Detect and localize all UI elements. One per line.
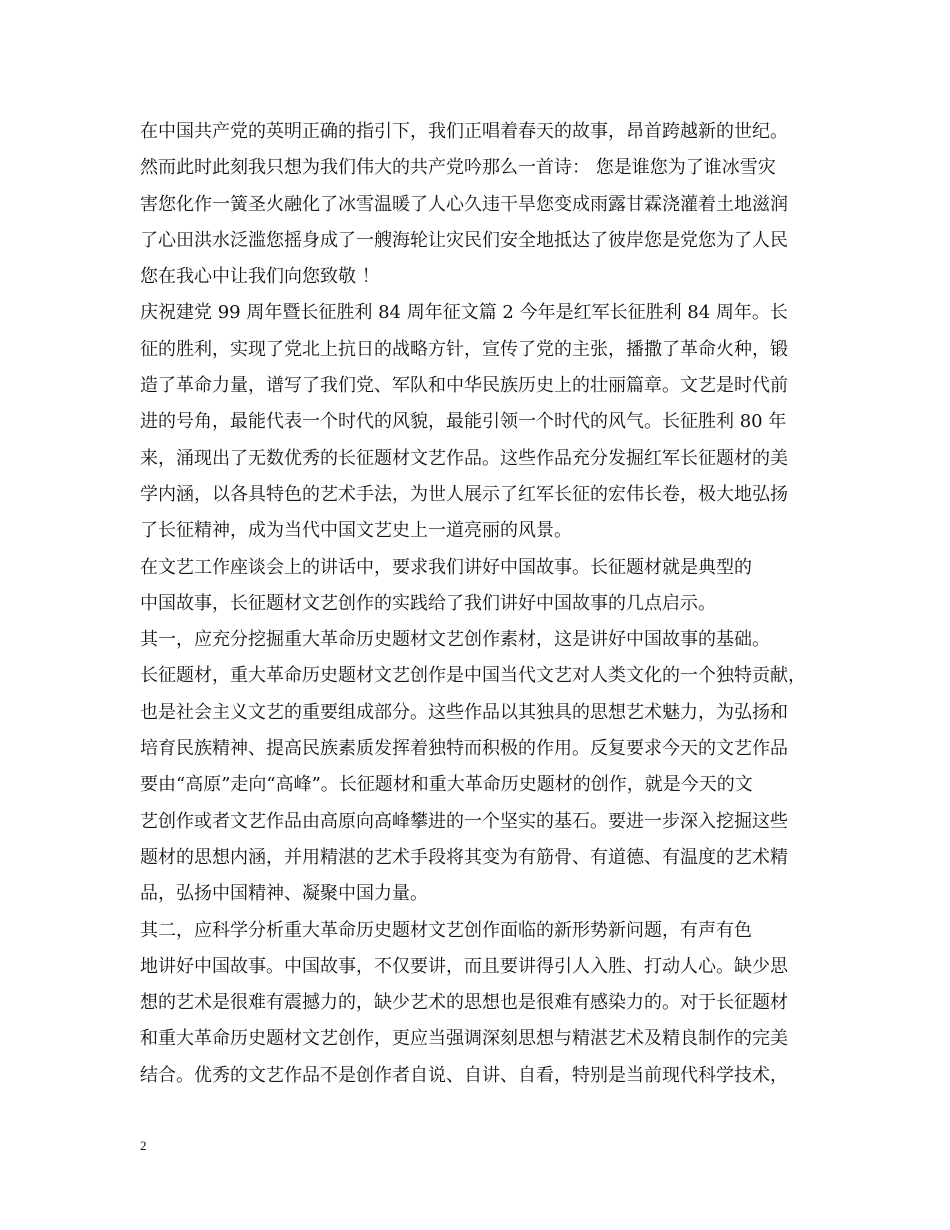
text-line: 学内涵，以各具特色的艺术手法，为世人展示了红军长征的宏伟长卷，极大地弘扬 [140,483,788,505]
page-number: 2 [140,1138,147,1153]
text-line: 和重大革命历史题材文艺创作，更应当强调深刻思想与精湛艺术及精良制作的完美 [140,1028,788,1050]
body-text [140,114,830,1094]
text-line: 地讲好中国故事。中国故事，不仅要讲，而且要讲得引人入胜、打动人心。缺少思 [140,955,788,977]
text-line: 了长征精神，成为当代中国文艺史上一道亮丽的风景。 [140,520,572,542]
text-line: 结合。优秀的文艺作品不是创作者自说、自讲、自看，特别是当前现代科学技术， [140,1064,788,1086]
text-line: 来，涌现出了无数优秀的长征题材文艺作品。这些作品充分发掘红军长征题材的美 [140,447,788,469]
text-line: 庆祝建党 99 周年暨长征胜利 84 周年征文篇 2 今年是红军长征胜利 84 周年。长 [140,302,788,324]
text-line: 长征题材，重大革命历史题材文艺创作是中国当代文艺对人类文化的一个独特贡献， [140,665,806,687]
text-line: 其二，应科学分析重大革命历史题材文艺创作面临的新形势新问题，有声有色 [140,919,752,941]
text-line: 也是社会主义文艺的重要组成部分。这些作品以其独具的思想艺术魅力，为弘扬和 [140,701,788,723]
text-line: 想的艺术是很难有震撼力的，缺少艺术的思想也是很难有感染力的。对于长征题材 [140,992,788,1014]
text-line: 要由“高原”走向“高峰”。长征题材和重大革命历史题材的创作，就是今天的文 [140,774,753,796]
text-line: 品，弘扬中国精神、凝聚中国力量。 [140,883,428,905]
text-line: 造了革命力量，谱写了我们党、军队和中华民族历史上的壮丽篇章。文艺是时代前 [140,375,788,397]
text-line: 艺创作或者文艺作品由高原向高峰攀进的一个坚实的基石。要进一步深入挖掘这些 [140,810,788,832]
text-line: 中国故事，长征题材文艺创作的实践给了我们讲好中国故事的几点启示。 [140,592,716,614]
text-line: 了心田洪水泛滥您摇身成了一艘海轮让灾民们安全地抵达了彼岸您是党您为了人民 [140,229,788,251]
text-line: 在中国共产党的英明正确的指引下，我们正唱着春天的故事，昂首跨越新的世纪。 [140,121,788,142]
text-line: 征的胜利，实现了党北上抗日的战略方针，宣传了党的主张，播撒了革命火种，锻 [140,338,788,360]
text-line: 害您化作一簧圣火融化了冰雪温暖了人心久违干旱您变成雨露甘霖浇灌着土地滋润 [140,193,788,215]
text-line: 然而此时此刻我只想为我们伟大的共产党吟那么一首诗： 您是谁您为了谁冰雪灾 [140,157,776,179]
text-line: 在文艺工作座谈会上的讲话中，要求我们讲好中国故事。长征题材就是典型的 [140,556,752,578]
text-line: 其一，应充分挖掘重大革命历史题材文艺创作素材，这是讲好中国故事的基础。 [140,629,770,651]
text-line: 培育民族精神、提高民族素质发挥着独特而积极的作用。反复要求今天的文艺作品 [140,738,788,760]
text-line: 题材的思想内涵，并用精湛的艺术手段将其变为有筋骨、有道德、有温度的艺术精 [140,846,788,868]
text-line: 进的号角，最能代表一个时代的风貌，最能引领一个时代的风气。长征胜利 80 年 [140,411,787,433]
text-line: 您在我心中让我们向您致敬 ！ [140,266,380,288]
